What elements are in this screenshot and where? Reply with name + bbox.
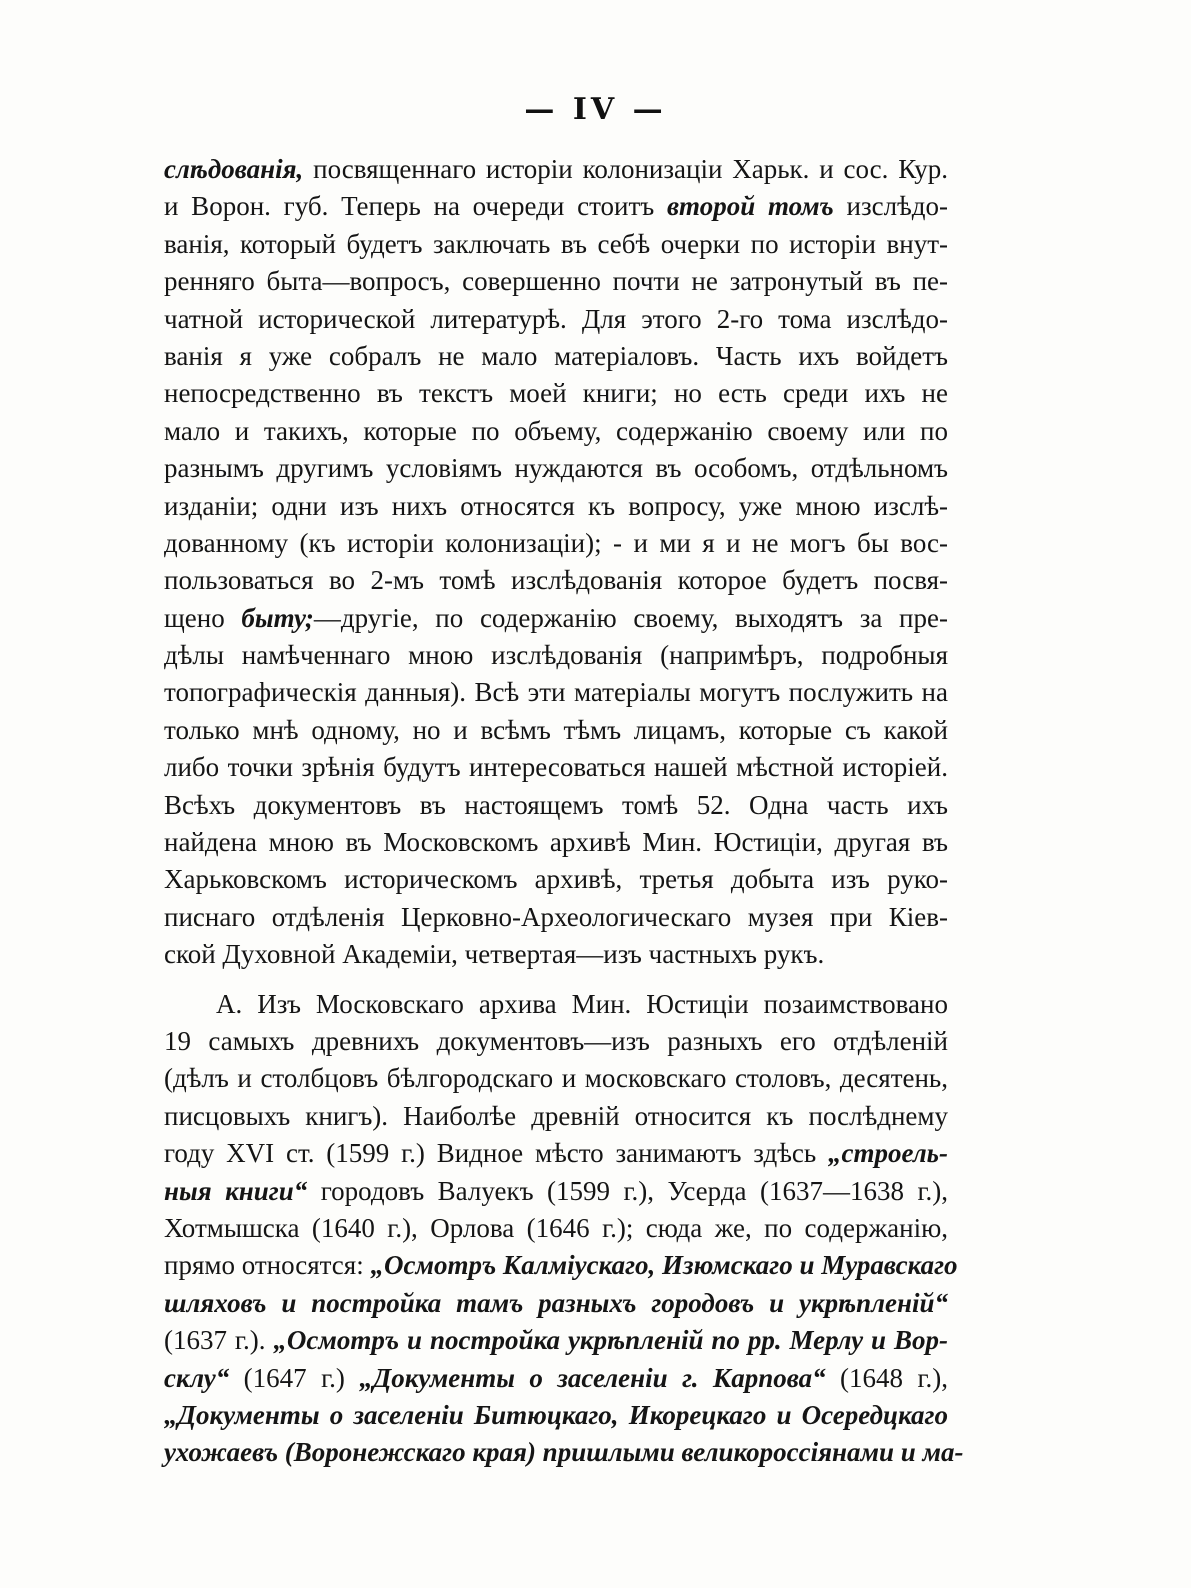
text-line (164, 936, 948, 973)
text-run: либо точки зрѣнія будутъ интересоваться нашей мѣстной исторіей. (164, 752, 948, 783)
text-run: ванія я уже собралъ не мало матеріаловъ. Часть ихъ войдетъ (164, 340, 948, 371)
text-run: (1647 г.) (229, 1362, 360, 1393)
text-run: Хотмышска (1640 г.), Орлова (1646 г.); сюда же, по содержанію, (164, 1212, 948, 1243)
text-run: писнаго отдѣленія Церковно-Археологическаго музея при Кіев- (164, 901, 948, 932)
paragraph (164, 151, 948, 974)
text-line (164, 1060, 948, 1097)
text-line (164, 1322, 948, 1359)
text-run: дѣлы намѣченнаго мною изслѣдованія (напримѣръ, подробныя (164, 640, 948, 671)
text-run: (1648 г.), (825, 1362, 949, 1393)
text-line (164, 986, 948, 1023)
text-line (164, 488, 948, 525)
text-line (164, 1285, 948, 1322)
text-line (164, 674, 948, 711)
text-line (164, 824, 948, 861)
text-run: городовъ Валуекъ (1599 г.), Усерда (1637—1638 г.), (307, 1175, 949, 1206)
text-line (164, 263, 948, 300)
italic-run: склу“ (164, 1362, 230, 1393)
text-line (164, 1023, 948, 1060)
text-line (164, 861, 948, 898)
text-run: писцовыхъ книгъ). Наиболѣе древній относится къ послѣднему (164, 1100, 948, 1131)
text-run: топографическія данныя). Всѣ эти матеріалы могутъ послужить на (164, 677, 948, 708)
text-run: Харьковскомъ историческомъ архивѣ, третья добыта изъ руко- (164, 864, 948, 895)
text-run: посвященнаго исторіи колонизаціи Харьк. и сос. Кур. (303, 154, 948, 184)
text-line (164, 450, 948, 487)
text-run: изслѣдо- (833, 191, 948, 222)
text-line (164, 226, 948, 263)
text-line (164, 188, 948, 225)
text-run: —другіе, по содержанію своему, выходятъ за пре- (313, 602, 948, 633)
text-run: ренняго быта—вопросъ, совершенно почти не затронутый въ пе- (164, 266, 948, 297)
text-run: Всѣхъ документовъ въ настоящемъ томѣ 52. Одна часть ихъ (164, 789, 948, 820)
text-line (164, 375, 948, 412)
text-line (164, 600, 948, 637)
text-line (164, 899, 948, 936)
text-line (164, 1397, 948, 1434)
text-line (164, 525, 948, 562)
text-line (164, 1173, 948, 1210)
text-line (164, 301, 948, 338)
italic-run: „строель- (828, 1138, 948, 1169)
text-line (164, 1210, 948, 1247)
text-line (164, 1434, 964, 1471)
text-line (164, 1360, 948, 1397)
italic-run: ныя книги“ (164, 1175, 308, 1206)
italic-run: шляховъ и постройка тамъ разныхъ городовъ и укрѣпленій“ (164, 1287, 948, 1318)
text-run: прямо относятся: (164, 1250, 371, 1281)
italic-run: „Документы о заселеніи г. Карпова“ (359, 1362, 826, 1393)
body-text (164, 151, 964, 1472)
text-line (164, 1098, 948, 1135)
text-run: и Ворон. губ. Теперь на очереди стоитъ (164, 191, 667, 222)
text-run: изданіи; одни изъ нихъ относятся къ вопросу, уже мною изслѣ- (164, 490, 948, 521)
text-run: непосредственно въ текстъ моей книги; но есть среди ихъ не (164, 378, 948, 409)
italic-run: слѣдованія, (164, 154, 304, 184)
text-run: только мнѣ одному, но и всѣмъ тѣмъ лицамъ, которые съ какой (164, 714, 948, 745)
italic-run: „Осмотръ Калміускаго, Изюмскаго и Муравскаго (370, 1250, 958, 1281)
text-run: ванія, который будетъ заключать въ себѣ очерки по исторіи внут- (164, 228, 948, 259)
italic-run: второй томъ (666, 191, 834, 222)
text-run: щено (164, 602, 242, 633)
text-run: дованному (къ исторіи колонизаціи); - и ми я и не могъ бы вос- (164, 527, 948, 558)
text-run: разнымъ другимъ условіямъ нуждаются въ особомъ, отдѣльномъ (164, 453, 948, 484)
text-run: (1637 г.). (164, 1325, 274, 1356)
text-run: пользоваться во 2-мъ томѣ изслѣдованія которое будетъ посвя- (164, 565, 948, 596)
text-run: чатной исторической литературѣ. Для этого 2-го тома изслѣдо- (164, 303, 948, 334)
italic-run: ухожаевъ (Воронежскаго края) пришлыми великороссіянами и ма- (164, 1437, 964, 1468)
text-run: А. Изъ Московскаго архива Мин. Юстиціи позаимствовано (216, 988, 948, 1019)
text-line (164, 151, 948, 188)
text-line (164, 712, 948, 749)
text-line (164, 338, 948, 375)
text-line (164, 787, 948, 824)
text-run: ской Духовной Академіи, четвертая—изъ частныхъ рукъ. (164, 939, 825, 970)
text-line (164, 562, 948, 599)
text-line (164, 749, 948, 786)
italic-run: „Осмотръ и постройка укрѣпленій по рр. Мерлу и Вор- (273, 1325, 949, 1356)
text-line (164, 1135, 948, 1172)
italic-run: „Документы о заселеніи Битюцкаго, Икорецкаго и Осередцкаго (164, 1399, 948, 1430)
italic-run: быту; (241, 602, 314, 633)
page-number: — IV — (524, 92, 667, 127)
text-run: мало и такихъ, которые по объему, содержанію своему или по (164, 415, 948, 446)
text-run: 19 самыхъ древнихъ документовъ—изъ разныхъ его отдѣленій (164, 1025, 948, 1056)
text-line (164, 1247, 958, 1284)
text-run: году XVI ст. (1599 г.) Видное мѣсто занимаютъ здѣсь (164, 1138, 829, 1169)
text-run: найдена мною въ Московскомъ архивѣ Мин. Юстиціи, другая въ (164, 827, 948, 858)
text-line (164, 413, 948, 450)
text-line (164, 637, 948, 674)
text-run: (дѣлъ и столбцовъ бѣлгородскаго и московскаго столовъ, десятень, (164, 1063, 948, 1094)
paragraph (164, 986, 964, 1472)
